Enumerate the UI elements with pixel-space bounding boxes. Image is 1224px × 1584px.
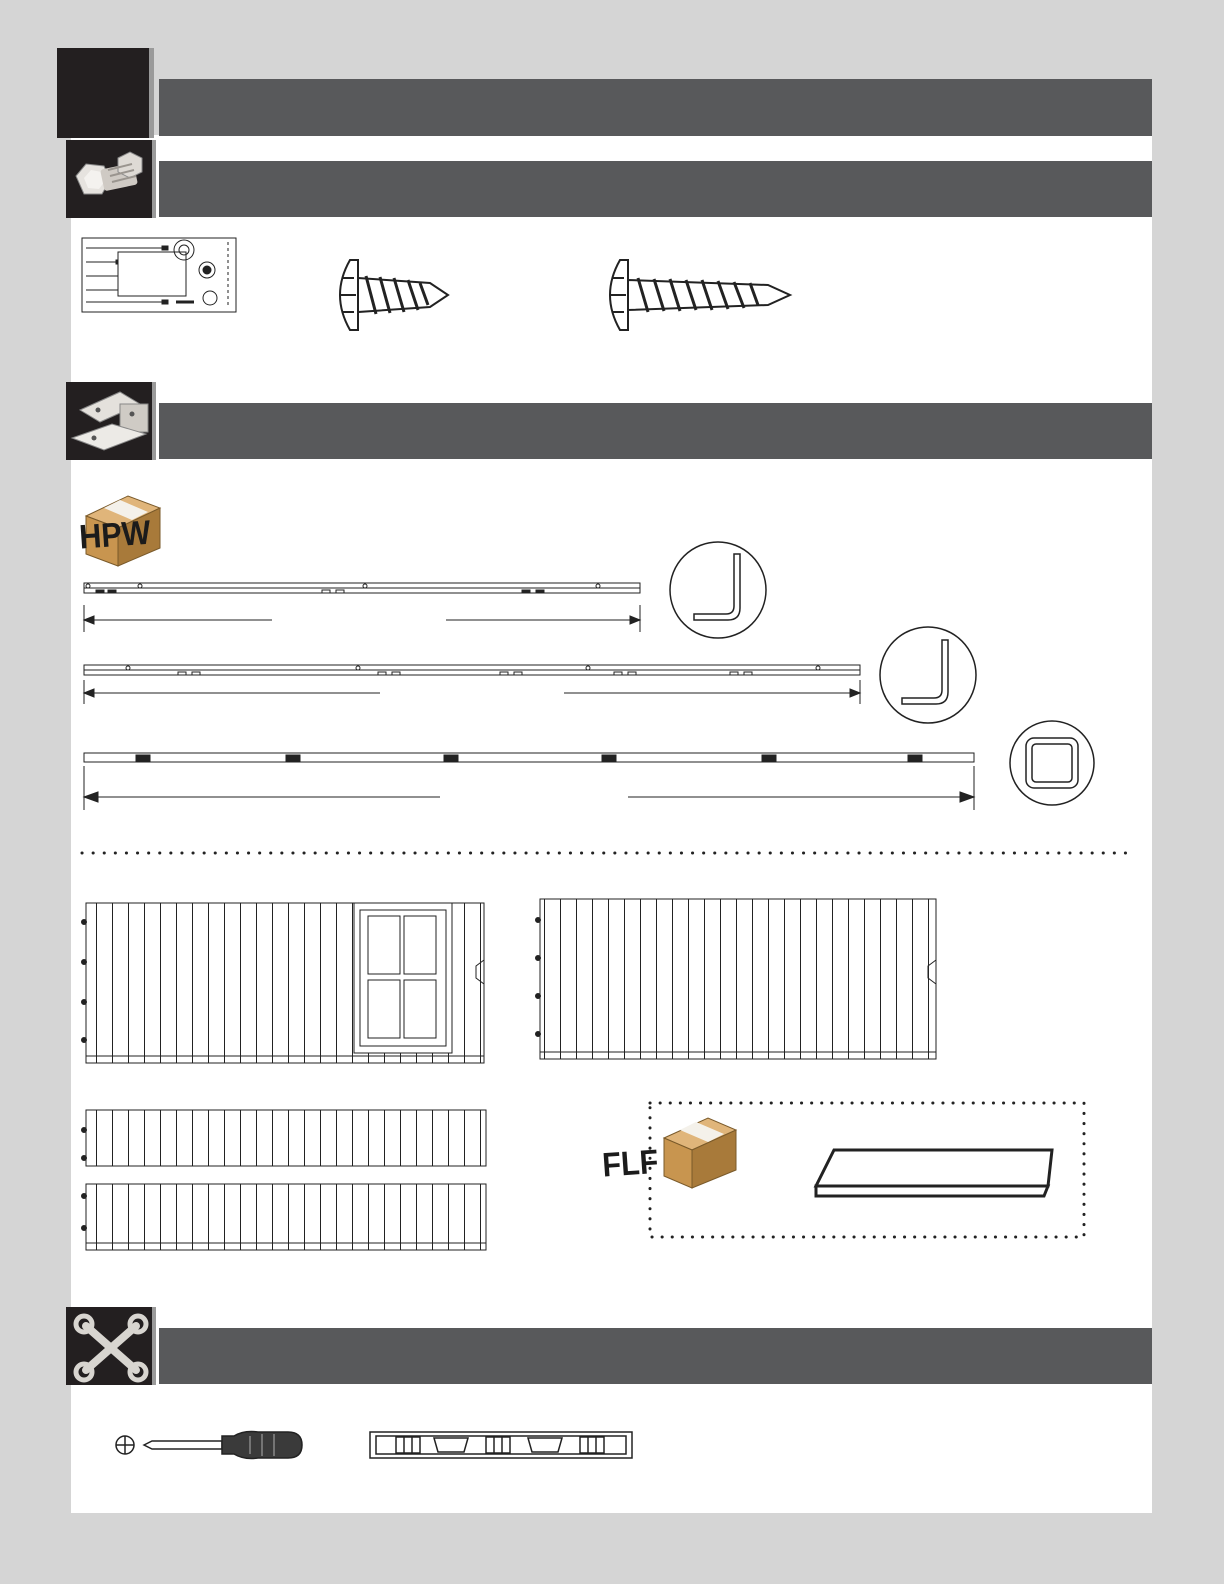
bracket-icon <box>72 392 148 450</box>
flf-box-icon <box>601 1118 736 1188</box>
split-wall-panel <box>82 1110 487 1250</box>
hpw-box-icon <box>78 496 160 566</box>
flf-box-label: FLF <box>601 1142 660 1185</box>
angle-rail-short <box>84 583 640 632</box>
hardware-card-icon <box>82 238 236 312</box>
long-screw-icon <box>610 260 790 330</box>
window-wall-panel <box>82 903 485 1063</box>
square-tube-rail <box>84 753 974 810</box>
nut-bolt-icon <box>76 152 142 194</box>
spirit-level-icon <box>370 1432 632 1458</box>
phillips-screwdriver-icon <box>116 1432 302 1459</box>
angle-rail-medium <box>84 665 860 704</box>
square-profile-icon <box>1010 721 1094 805</box>
short-screw-icon <box>340 260 448 330</box>
angle-profile-icon-1 <box>670 542 766 638</box>
hpw-box-label: HPW <box>77 513 152 556</box>
angle-profile-icon-2 <box>880 627 976 723</box>
floor-board-icon <box>816 1150 1052 1196</box>
plain-wall-panel <box>536 899 937 1059</box>
wrench-icon <box>76 1316 146 1380</box>
